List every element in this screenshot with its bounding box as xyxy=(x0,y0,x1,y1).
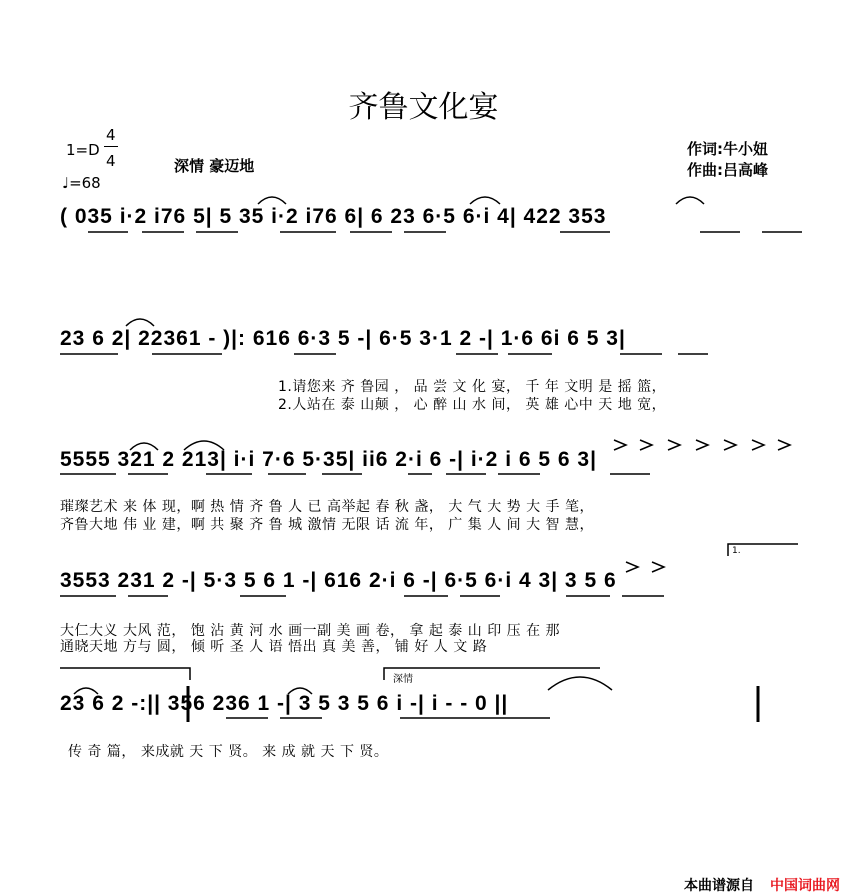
lyrics-verse2-line2: 齐鲁大地 伟 业 建，啊 共 聚 齐 鲁 城 激情 无限 话 流 年， 广 集 人 间 大 智 慧， xyxy=(60,517,595,533)
composer: 作曲:吕高峰 xyxy=(687,161,768,179)
time-signature-top: 4 xyxy=(106,126,116,144)
lyricist: 作词:牛小妞 xyxy=(687,140,768,158)
lyrics-verse2-line1: 2.人站在 泰 山颠 ， 心 醉 山 水 间， 英 雄 心中 天 地 宽， xyxy=(278,397,667,413)
footer-site-link[interactable]: 中国词曲网 xyxy=(770,878,840,894)
time-signature-bottom: 4 xyxy=(106,152,116,170)
volta-1-label: 1. xyxy=(732,546,741,556)
section-expression: 深情 xyxy=(393,674,413,685)
expression-marking: 深情 豪迈地 xyxy=(174,157,255,175)
notation-line-2: 23 6 2| 22361 - )|: 616 6·3 5 -| 6·5 3·1 2 -| 1·6 6i 6 5 3| xyxy=(60,327,626,350)
footer-source-label: 本曲谱源自 xyxy=(684,878,754,894)
lyrics-verse1-line3: 大仁大义 大风 范， 饱 沾 黄 河 水 画一副 美 画 卷， 拿 起 泰 山 印 压 在 那 xyxy=(60,623,561,639)
lyrics-verse1-line1: 1.请您来 齐 鲁园 ， 品 尝 文 化 宴， 千 年 文明 是 摇 篮， xyxy=(278,379,667,395)
notation-line-5: 23 6 2 -:|| 356 236 1 -| 3 5 3 5 6 i -| i - - 0 || xyxy=(60,692,509,715)
notation-line-1: ( 035 i·2 i76 5| 5 35 i·2 i76 6| 6 23 6·5 6·i 4| 422 353 xyxy=(60,205,607,228)
song-title: 齐鲁文化宴 xyxy=(348,90,499,125)
lyrics-verse1-line2: 璀璨艺术 来 体 现，啊 热 情 齐 鲁 人 已 高举起 春 秋 盏， 大 气 大 势 大 手 笔， xyxy=(60,499,595,515)
key-signature: 1=D xyxy=(66,141,100,159)
lyrics-verse2-line3: 通晓天地 方与 圆， 倾 听 圣 人 语 悟出 真 美 善， 铺 好 人 文 路 xyxy=(60,639,488,655)
notation-line-3: 5555 321 2 213| i·i 7·6 5·35| ii6 2·i 6 -| i·2 i 6 5 6 3| xyxy=(60,448,597,471)
lyrics-ending: 传 奇 篇， 来成就 天 下 贤。 来 成 就 天 下 贤。 xyxy=(68,744,389,760)
notation-line-4: 3553 231 2 -| 5·3 5 6 1 -| 616 2·i 6 -| 6·5 6·i 4 3| 3 5 6 xyxy=(60,569,617,592)
tempo-marking: ♩=68 xyxy=(62,174,101,192)
